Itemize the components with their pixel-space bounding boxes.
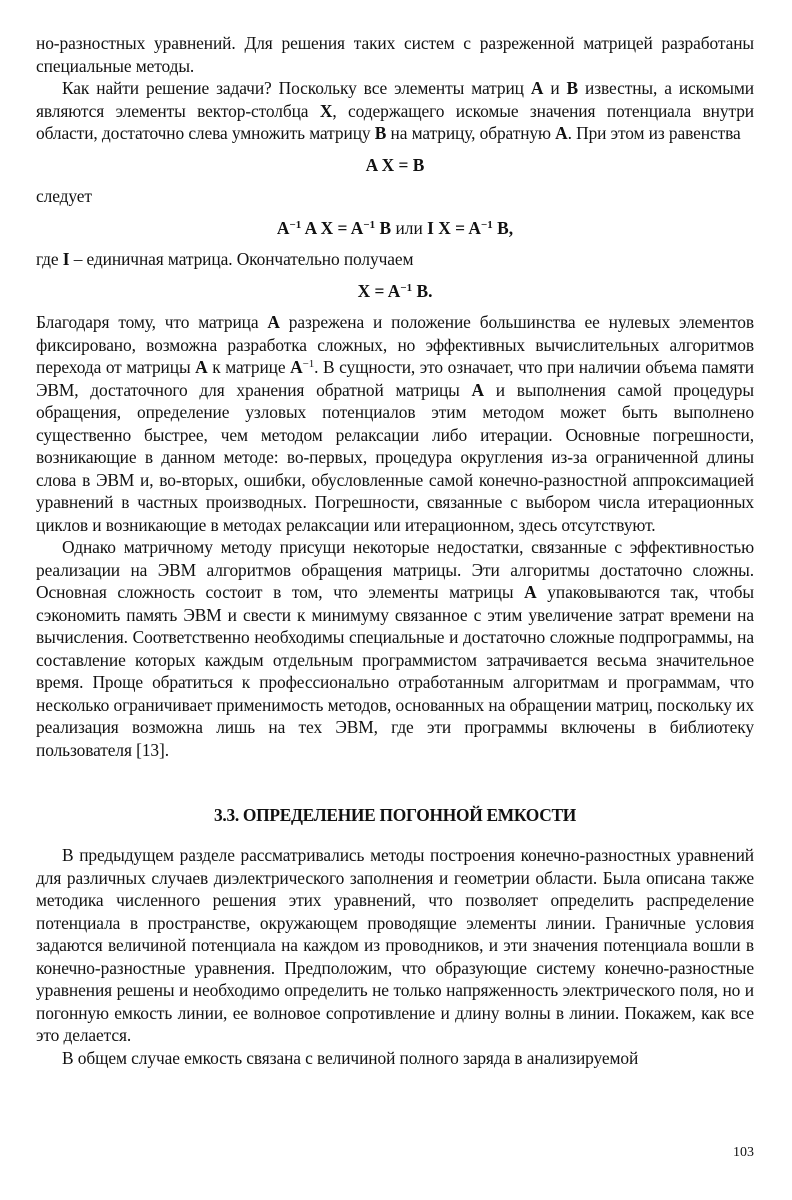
text-run: – единичная матрица. Окончательно получаем [69, 249, 414, 269]
formula-conjunction: или [395, 217, 423, 238]
matrix-symbol: А [290, 357, 303, 377]
formula-part: I X = A [422, 217, 481, 238]
text-run: упаковываются так, чтобы сэкономить память ЭВМ и свести к минимуму связанное с этим увеличение затрат времени на вычисления. Соответственно необходимы специальные и достаточно сложные подпрограммы, на составление которых каждым отдельным программистом затрачивается весьма значительное время. Проще обратиться к профессионально отработанным алгоритмам и программам, что несколько ограничивает применимость методов, основанных на обращении матриц, поскольку их реализация возможна лишь на тех ЭВМ, где эти программы включены в библиотеку пользователя [13]. [36, 582, 754, 760]
formula-part: B, [492, 217, 514, 238]
matrix-symbol: А [471, 379, 485, 400]
matrix-symbol: А [524, 582, 537, 602]
section-heading: 3.3. ОПРЕДЕЛЕНИЕ ПОГОННОЙ ЕМКОСТИ [214, 805, 576, 825]
text-run: . При этом из равенства [567, 123, 741, 143]
text-run: Однако матричному методу присущи некоторые недостатки, связанные с эффективностью реализации на ЭВМ алгоритмов обращения матрицы. Эти алгоритмы достаточно сложны. Основная сложность состоит в том, что элементы матрицы [36, 537, 754, 602]
follows-text: следует [36, 186, 92, 206]
formula-part: A [276, 217, 290, 238]
paragraph-solution-question [36, 77, 754, 145]
matrix-symbol: А [555, 123, 568, 143]
formula-part: B [375, 217, 396, 238]
formula-inverse-multiply [36, 217, 754, 240]
formula-part: B. [412, 280, 433, 301]
matrix-symbol: X [319, 100, 333, 121]
text-run: Благодаря тому, что матрица [36, 312, 268, 332]
text-run: . В сущности, это означает, что при наличии объема памяти ЭВМ, достаточного для хранения обратной матрицы [36, 357, 754, 400]
text-run: известны, а искомыми являются элементы вектор-столбца [36, 78, 755, 121]
matrix-symbol: А [267, 312, 280, 332]
matrix-symbol: I [62, 249, 70, 269]
text-run: где [36, 249, 63, 269]
superscript: −1 [480, 218, 493, 231]
text-run: разрежена и положение большинства ее нулевых элементов фиксировано, возможна разработка сложных, но эффективных вычислительных алгоритмов перехода от матрицы [36, 312, 755, 377]
where-identity-text [36, 248, 754, 271]
text-run: , содержащего искомые значения потенциала внутри области, достаточно слева умножить матрицу [36, 100, 754, 143]
page-number: 103 [733, 1145, 754, 1160]
matrix-symbol: В [566, 78, 579, 98]
paragraph-capacitance: В общем случае емкость связана с величиной полного заряда в анализируемой [62, 1047, 639, 1068]
superscript: −1 [302, 358, 315, 370]
text-run: на матрицу, обратную [386, 123, 556, 143]
paragraph-drawbacks [36, 536, 754, 761]
formula-part: X = A [357, 280, 401, 301]
formula-ax-equals-b: A X = B [365, 154, 425, 175]
superscript: −1 [289, 218, 302, 231]
text-run: Как найти решение задачи? Поскольку все элементы матриц [62, 78, 531, 98]
paragraph-previous-section: В предыдущем разделе рассматривались методы построения конечно-разностных уравнений для различных случаев диэлектрического заполнения и геометрии области. Была описана также методика численного решения этих уравнений, что позволяет определить распределение потенциала в пространстве, окружающем проводящие элементы линии. Граничные условия задаются величиной потенциала на каждом из проводников, и эти значения потенциала вошли в конечно-разностные уравнения. Предположим, что образующие систему конечно-разностные уравнения решены и необходимо определить не только напряженность электрического поля, но и погонную емкость линии, ее волновое сопротивление и длину волны в линии. Покажем, как все это делается. [36, 845, 754, 1045]
matrix-symbol: А [530, 78, 544, 98]
superscript: −1 [400, 281, 413, 294]
formula-x-solution [36, 280, 754, 303]
text-run: и выполнения самой процедуры обращения, определение узловых потенциалов этим методом может быть выполнено существенно быстрее, чем методом релаксации либо итерации. Основные погрешности, возникающие в данном методе: во-первых, процедура округления из-за ограниченной длины слова в ЭВМ и, во-вторых, ошибки, обусловленные самой конечно-разностной аппроксимацией уравнений в частных производных. Погрешности, связанные с выбором числа итерационных циклов и возникающие в методах релаксации или итерационном, здесь отсутствуют. [36, 379, 754, 535]
superscript: −1 [363, 218, 376, 231]
matrix-symbol: А [195, 357, 208, 377]
text-run: и [543, 78, 567, 98]
paragraph-sparse-matrix [36, 311, 754, 536]
top-paragraph: но-разностных уравнений. Для решения таких систем с разреженной матрицей разработаны специальные методы. [36, 33, 754, 76]
formula-part: A X = A [301, 217, 364, 238]
matrix-symbol: В [374, 123, 387, 143]
text-run: к матрице [207, 357, 291, 377]
